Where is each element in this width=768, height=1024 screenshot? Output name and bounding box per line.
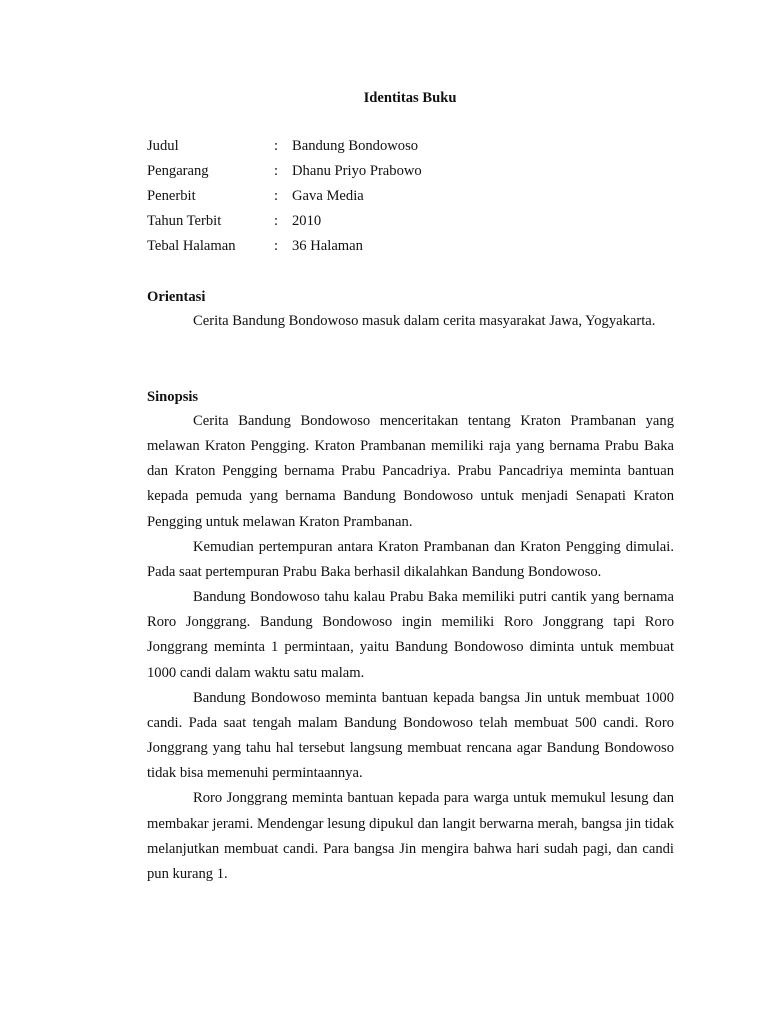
identity-separator: :	[274, 213, 279, 229]
sinopsis-paragraph: Kemudian pertempuran antara Kraton Prambanan dan Kraton Pengging dimulai. Pada saat pertempuran Prabu Baka berhasil dikalahkan Bandung Bondowoso.	[147, 538, 674, 580]
identity-row-judul	[147, 136, 677, 161]
identity-value: Bandung Bondowoso	[292, 138, 419, 154]
identity-label: Penerbit	[147, 188, 196, 204]
sinopsis-paragraph: Cerita Bandung Bondowoso menceritakan tentang Kraton Prambanan yang melawan Kraton Pengging. Kraton Prambanan memiliki raja yang bernama Prabu Baka dan Kraton Pengging bernama Prabu Pancadriya. Prabu Pancadriya meminta bantuan kepada pemuda yang bernama Bandung Bondowoso untuk menjadi Senapati Kraton Pengging untuk melawan Kraton Prambanan.	[147, 413, 674, 530]
document-title: Identitas Buku	[363, 90, 457, 106]
identity-value: Dhanu Priyo Prabowo	[292, 163, 422, 179]
orientasi-paragraph: Cerita Bandung Bondowoso masuk dalam cerita masyarakat Jawa, Yogyakarta.	[193, 313, 656, 329]
identity-value: 2010	[292, 213, 322, 229]
book-identity-table	[147, 136, 677, 261]
identity-row-pengarang	[147, 161, 677, 186]
identity-separator: :	[274, 238, 279, 254]
sinopsis-heading: Sinopsis	[147, 389, 199, 405]
identity-separator: :	[274, 163, 279, 179]
orientasi-body	[147, 309, 674, 334]
identity-row-penerbit	[147, 186, 677, 211]
identity-value: Gava Media	[292, 188, 364, 204]
identity-separator: :	[274, 138, 279, 154]
identity-label: Judul	[147, 138, 179, 154]
identity-label: Pengarang	[147, 163, 209, 179]
identity-separator: :	[274, 188, 279, 204]
identity-value: 36 Halaman	[292, 238, 363, 254]
sinopsis-paragraph: Roro Jonggrang meminta bantuan kepada para warga untuk memukul lesung dan membakar jerami. Mendengar lesung dipukul dan langit berwarna merah, bangsa jin tidak melanjutkan membuat candi. Para bangsa Jin mengira bahwa hari sudah pagi, dan candi pun kurang 1.	[147, 790, 674, 882]
orientasi-heading: Orientasi	[147, 289, 206, 305]
sinopsis-paragraph: Bandung Bondowoso meminta bantuan kepada bangsa Jin untuk membuat 1000 candi. Pada saat tengah malam Bandung Bondowoso telah membuat 500 candi. Roro Jonggrang yang tahu hal tersebut langsung membuat rencana agar Bandung Bondowoso tidak bisa memenuhi permintaannya.	[147, 689, 674, 782]
sinopsis-paragraph: Bandung Bondowoso tahu kalau Prabu Baka memiliki putri cantik yang bernama Roro Jonggrang. Bandung Bondowoso ingin memiliki Roro Jonggrang tapi Roro Jonggrang meminta 1 permintaan, yaitu Bandung Bondowoso diminta untuk membuat 1000 candi dalam waktu satu malam.	[147, 589, 674, 681]
identity-label: Tebal Halaman	[147, 238, 236, 254]
identity-row-tebal-halaman	[147, 236, 677, 261]
identity-row-tahun-terbit	[147, 211, 677, 236]
sinopsis-body	[147, 409, 674, 887]
identity-label: Tahun Terbit	[147, 213, 222, 229]
